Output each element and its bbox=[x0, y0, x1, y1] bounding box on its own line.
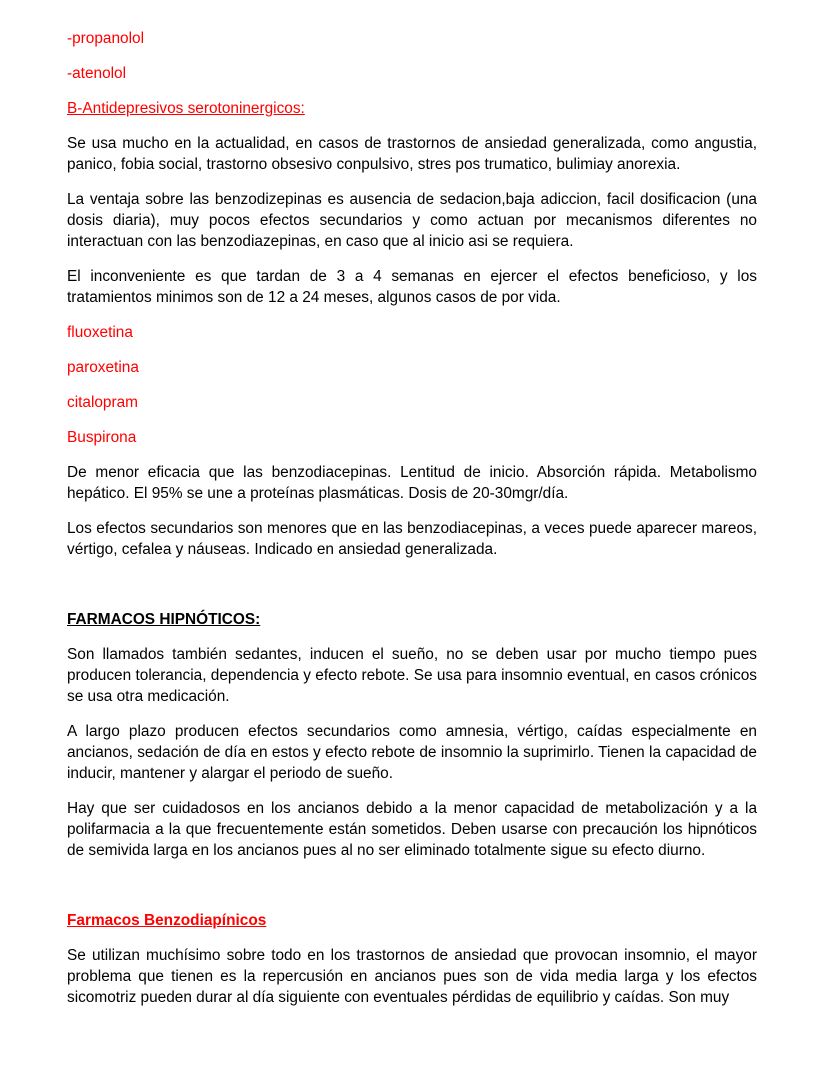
drug-item-paroxetina: paroxetina bbox=[67, 359, 139, 376]
section-title-benzodiapinicos: Farmacos Benzodiapínicos bbox=[67, 912, 267, 929]
paragraph-buspirona-efectos: Los efectos secundarios son menores que en las benzodiacepinas, a veces puede aparecer mareos, vértigo, cefalea y náuseas. Indicado en ansiedad generalizada. bbox=[67, 520, 757, 558]
drug-item-buspirona: Buspirona bbox=[67, 429, 137, 446]
paragraph-hipnoticos-ancianos: Hay que ser cuidadosos en los ancianos debido a la menor capacidad de metabolización y a la polifarmacia a la que frecuentemente están sometidos. Deben usarse con precaución los hipnóticos de semivida larga en los ancianos pues al no ser eliminado totalmente sigue su efecto diurno. bbox=[67, 800, 757, 859]
section-spacer bbox=[67, 574, 757, 609]
paragraph-antidepresivos-ventaja: La ventaja sobre las benzodizepinas es ausencia de sedacion,baja adiccion, facil dosificacion (una dosis diaria), muy pocos efectos secundarios y como actuan por mecanismos diferentes no interactuan con las benzodiazepinas, en caso que al inicio asi se requiera. bbox=[67, 191, 757, 250]
drug-item-propanolol: -propanolol bbox=[67, 30, 145, 47]
paragraph-benzodiapinicos-uso: Se utilizan muchísimo sobre todo en los trastornos de ansiedad que provocan insomnio, el mayor problema que tienen es la repercusión en ancianos pues son de vida media larga y los efectos sicomotriz pueden durar al día siguiente con eventuales pérdidas de equilibrio y caídas. Son muy bbox=[67, 947, 757, 1006]
paragraph-buspirona-eficacia: De menor eficacia que las benzodiacepinas. Lentitud de inicio. Absorción rápida. Metabolismo hepático. El 95% se une a proteínas plasmáticas. Dosis de 20-30mgr/día. bbox=[67, 464, 757, 502]
drug-item-citalopram: citalopram bbox=[67, 394, 138, 411]
paragraph-antidepresivos-uso: Se usa mucho en la actualidad, en casos de trastornos de ansiedad generalizada, como angustia, panico, fobia social, trastorno obsesivo conpulsivo, stres pos trumatico, bulimiay anorexia. bbox=[67, 135, 757, 173]
section-spacer bbox=[67, 875, 757, 910]
drug-item-fluoxetina: fluoxetina bbox=[67, 324, 133, 341]
document-page bbox=[67, 28, 757, 1022]
paragraph-hipnoticos-sedantes: Son llamados también sedantes, inducen el sueño, no se deben usar por mucho tiempo pues producen tolerancia, dependencia y efecto rebote. Se usa para insomnio eventual, en casos crónicos se usa otra medicación. bbox=[67, 646, 757, 705]
drug-item-atenolol: -atenolol bbox=[67, 65, 127, 82]
section-title-hipnoticos: FARMACOS HIPNÓTICOS: bbox=[67, 611, 261, 628]
paragraph-hipnoticos-largo-plazo: A largo plazo producen efectos secundarios como amnesia, vértigo, caídas especialmente en ancianos, sedación de día en estos y efecto rebote de insomnio la suprimirlo. Tienen la capacidad de inducir, mantener y alargar el periodo de sueño. bbox=[67, 723, 757, 782]
section-title-antidepresivos: B-Antidepresivos serotoninergicos: bbox=[67, 100, 305, 117]
paragraph-antidepresivos-inconveniente: El inconveniente es que tardan de 3 a 4 semanas en ejercer el efectos beneficioso, y los tratamientos minimos son de 12 a 24 meses, algunos casos de por vida. bbox=[67, 268, 757, 306]
